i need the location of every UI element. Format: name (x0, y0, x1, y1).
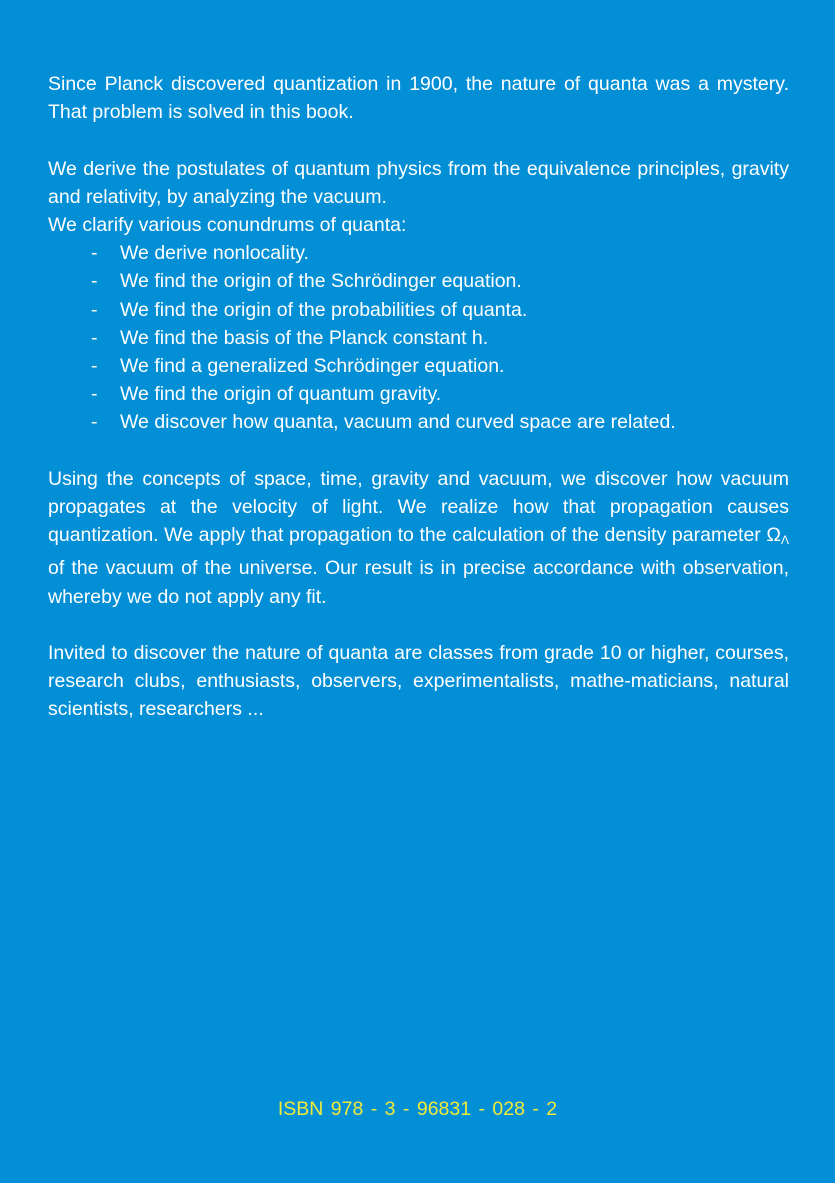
invited-paragraph: Invited to discover the nature of quanta are classes from grade 10 or higher, courses, research clubs, enthusiasts, observers, experimentalists, mathe-maticians, natural scientists, researchers ... (48, 642, 789, 721)
list-item-text: We find the basis of the Planck constant h. (120, 326, 489, 349)
concepts-text-start: Using the concepts of space, time, gravity and vacuum, we discover how vacuum propagates at the velocity of light. We realize how that propagation causes quantization. We apply that propagation to the calculation of the density parameter (48, 467, 789, 547)
bullet-dash: - (91, 298, 98, 321)
lambda-subscript: Λ (780, 533, 789, 548)
list-item (48, 408, 789, 436)
clarify-line: We clarify various conundrums of quanta: (48, 214, 407, 236)
back-cover-text (48, 70, 789, 724)
list-item (48, 324, 789, 352)
list-item (48, 380, 789, 408)
bullet-dash: - (91, 326, 98, 349)
concepts-text-end: of the vacuum of the universe. Our result is in precise accordance with observation, whereby we do not apply any fit. (48, 557, 789, 608)
list-item (48, 239, 789, 267)
list-item-text: We discover how quanta, vacuum and curved space are related. (120, 411, 676, 434)
list-item (48, 267, 789, 295)
bullet-dash: - (91, 242, 98, 265)
intro-paragraph: Since Planck discovered quantization in 1900, the nature of quanta was a mystery. That problem is solved in this book. (48, 73, 789, 124)
list-item-text: We find the origin of the Schrödinger equation. (120, 270, 522, 293)
paragraph-gap (48, 437, 789, 465)
concepts-paragraph (48, 465, 789, 611)
list-item (48, 352, 789, 380)
paragraph-gap (48, 126, 789, 154)
paragraph-gap (48, 611, 789, 639)
list-item-text: We derive nonlocality. (120, 242, 309, 265)
isbn-number: ISBN 978 - 3 - 96831 - 028 - 2 (277, 1098, 558, 1120)
bullet-dash: - (91, 383, 98, 406)
list-item-text: We find the origin of quantum gravity. (120, 383, 442, 406)
conundrums-list (48, 239, 789, 436)
list-item-text: We find the origin of the probabilities of quanta. (120, 298, 528, 321)
list-item (48, 296, 789, 324)
list-item-text: We find a generalized Schrödinger equation. (120, 355, 505, 378)
omega-symbol: Ω (766, 524, 781, 547)
bullet-dash: - (91, 411, 98, 434)
bullet-dash: - (91, 355, 98, 378)
bullet-dash: - (91, 270, 98, 293)
derive-paragraph: We derive the postulates of quantum physics from the equivalence principles, gravity and relativity, by analyzing the vacuum. (48, 157, 789, 208)
